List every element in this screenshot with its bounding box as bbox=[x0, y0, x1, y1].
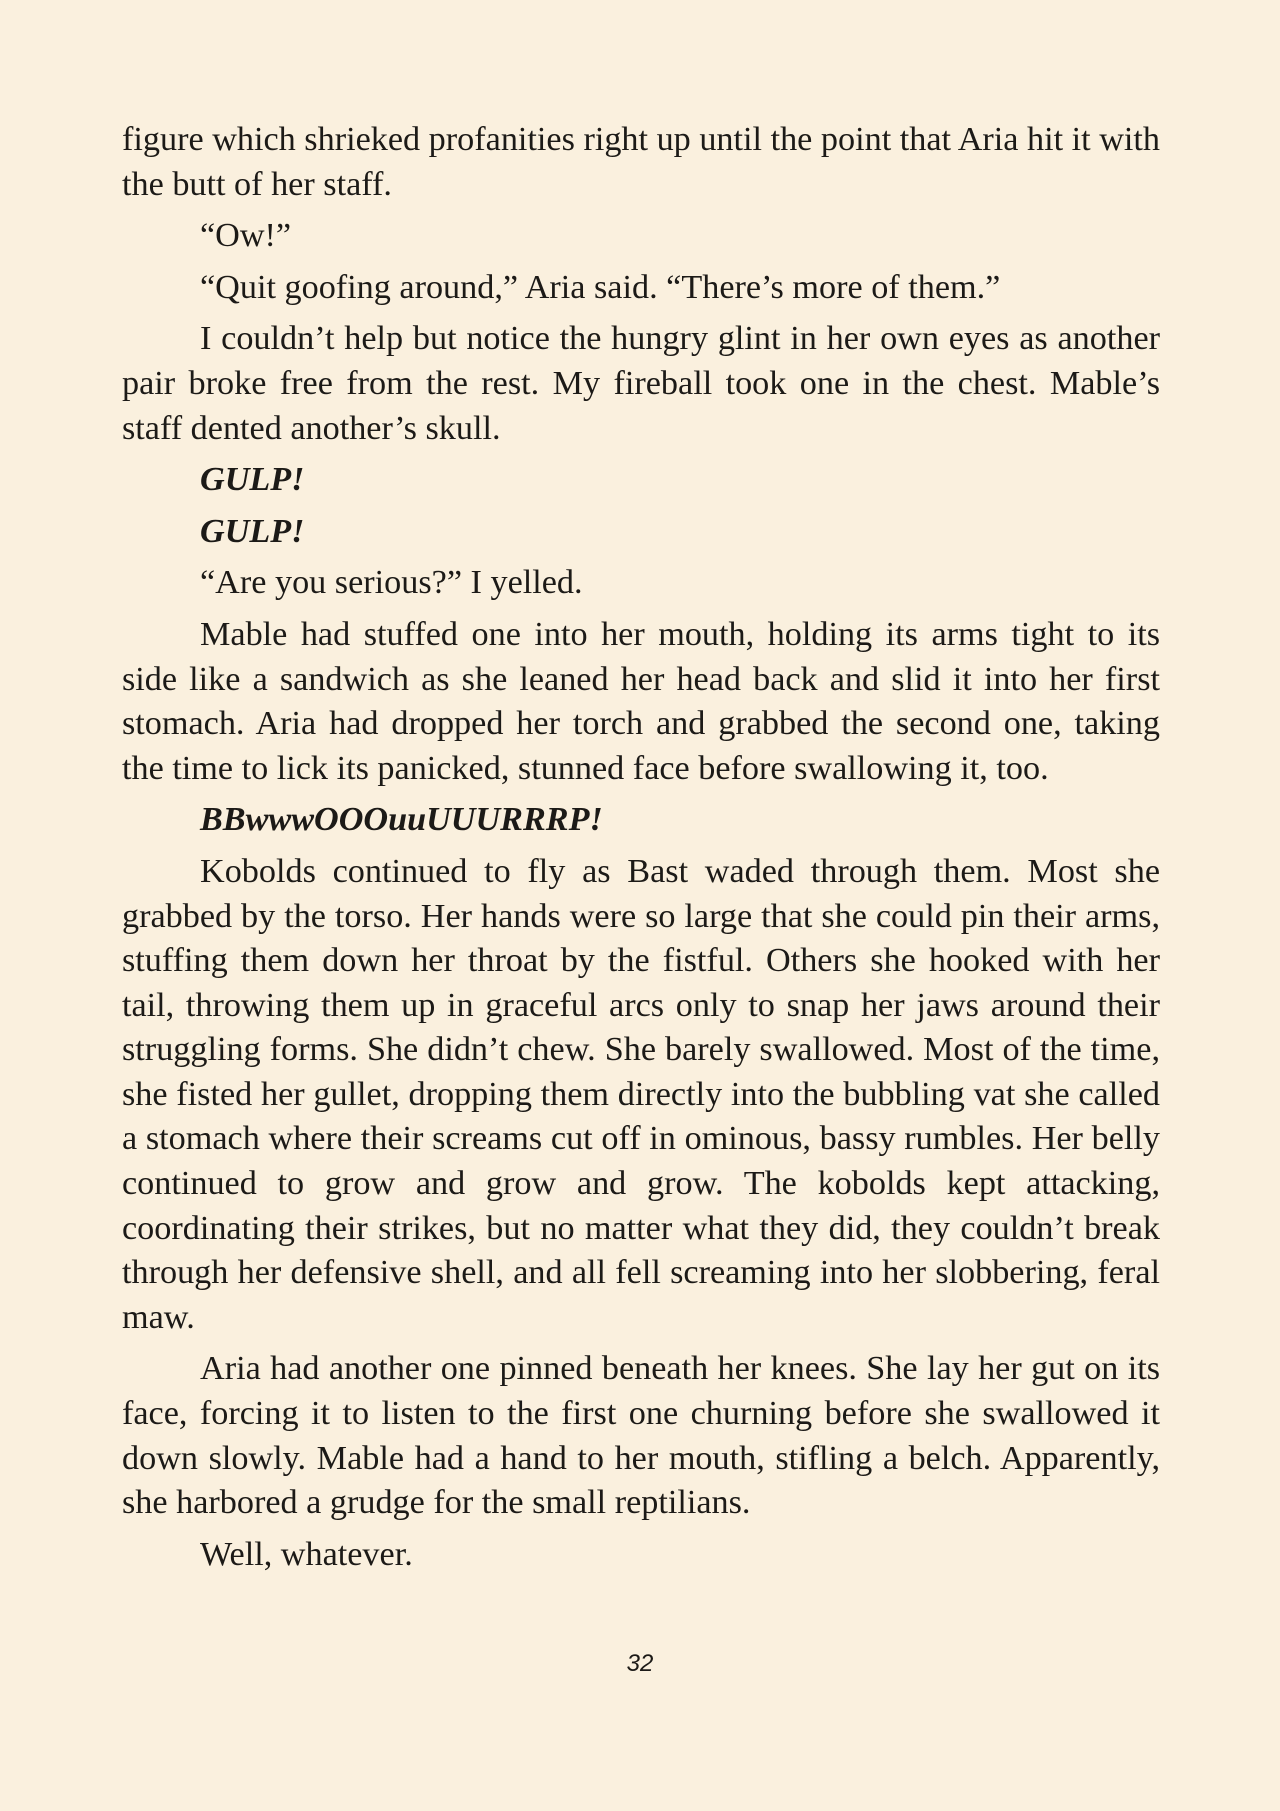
sound-effect-gulp-1: GULP! bbox=[200, 461, 305, 499]
paragraph-7: “Are you serious?” I yelled. bbox=[200, 564, 583, 602]
paragraph-2: “Ow!” bbox=[200, 217, 292, 255]
page-body bbox=[122, 118, 1160, 1584]
paragraph-10: Kobolds continued to fly as Bast waded through them. Most she grabbed by the torso. Her hands were so large that she could pin their arms, stuffing them down her throat by the fistful. Others she hooked with her tail, throwing them up in graceful arcs only to snap her jaws around their struggling forms. She didn’t chew. She barely swallowed. Most of the time, she fisted her gullet, dropping them directly into the bubbling vat she called a stomach where their screams cut off in ominous, bassy rumbles. Her belly continued to grow and grow and grow. The kobolds kept attacking, coordinating their strikes, but no matter what they did, they couldn’t break through her defensive shell, and all fell screaming into her slobbering, feral maw. bbox=[122, 852, 1160, 1336]
paragraph-4: I couldn’t help but notice the hungry glint in her own eyes as another pair broke free from the rest. My fireball took one in the chest. Mable’s staff dented another’s skull. bbox=[122, 320, 1160, 447]
paragraph-8: Mable had stuffed one into her mouth, holding its arms tight to its side like a sandwich as she leaned her head back and slid it into her first stomach. Aria had dropped her torch and grabbed the second one, taking the time to lick its panicked, stunned face before swallowing it, too. bbox=[122, 615, 1160, 787]
page-number: 32 bbox=[626, 1650, 654, 1677]
sound-effect-burp: BBwwwOOOuuUUURRRP! bbox=[200, 801, 603, 839]
paragraph-12: Well, whatever. bbox=[200, 1535, 413, 1573]
paragraph-1: figure which shrieked profanities right up until the point that Aria hit it with the butt of her staff. bbox=[122, 121, 1160, 203]
paragraph-11: Aria had another one pinned beneath her knees. She lay her gut on its face, forcing it to listen to the first one churning before she swallowed it down slowly. Mable had a hand to her mouth, stifling a belch. Apparently, she harbored a grudge for the small reptilians. bbox=[122, 1350, 1160, 1522]
sound-effect-gulp-2: GULP! bbox=[200, 512, 305, 550]
paragraph-3: “Quit goofing around,” Aria said. “There’s more of them.” bbox=[200, 268, 1001, 306]
